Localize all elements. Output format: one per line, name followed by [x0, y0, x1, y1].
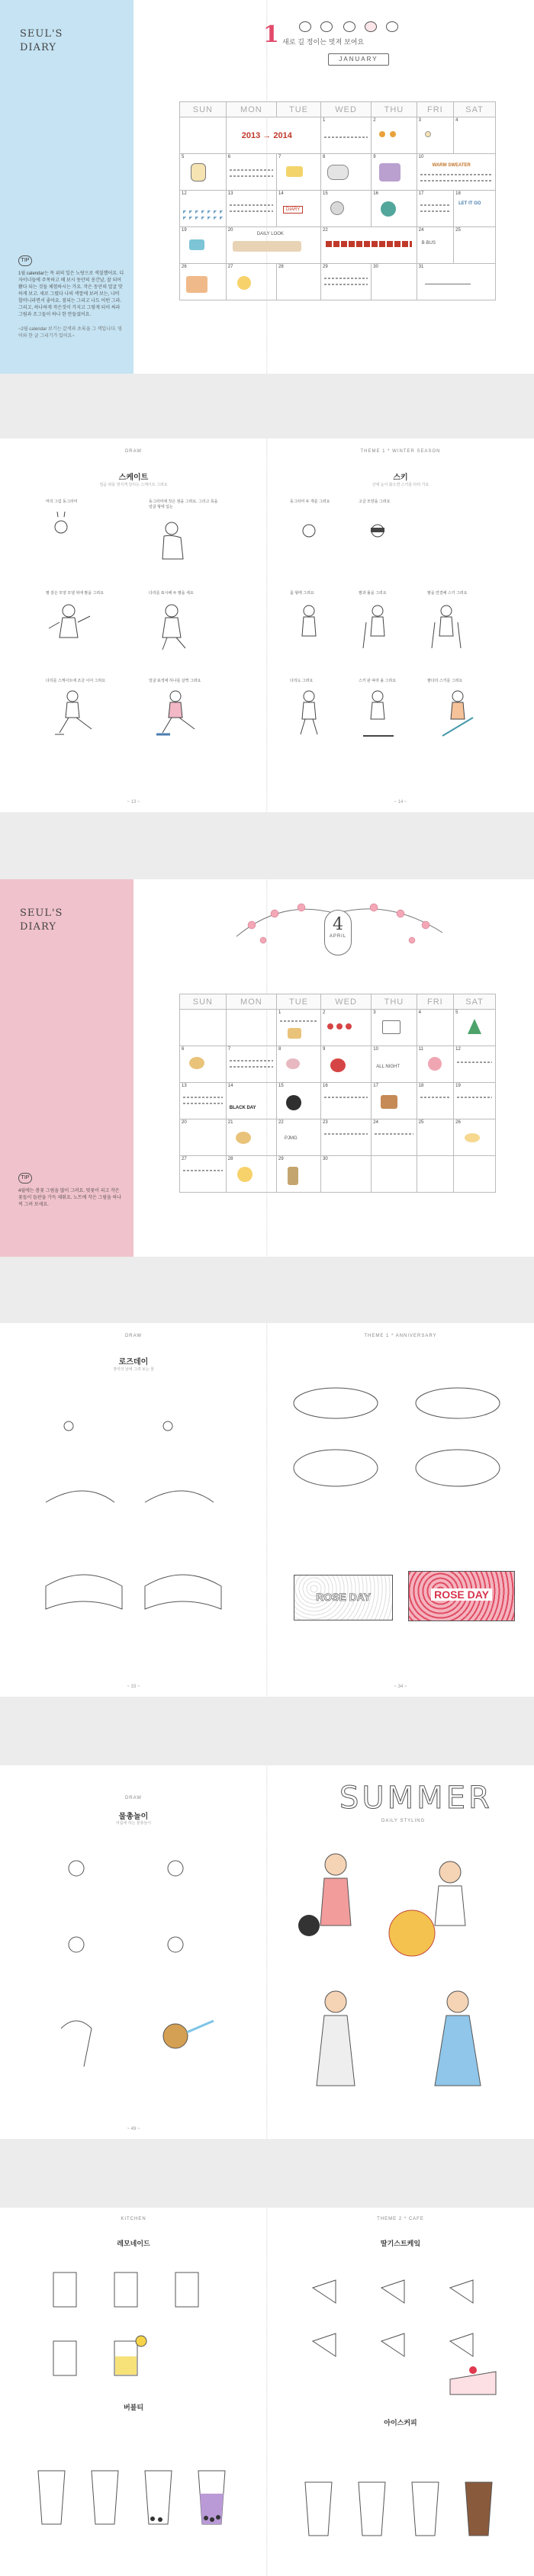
day-cell: 27 — [180, 1156, 227, 1193]
left-page-header: DRAW — [124, 449, 143, 454]
spread-cafe — [0, 2208, 534, 2576]
black-day-note: BLACK DAY — [229, 1106, 256, 1110]
day-cell: 14 DIARY — [277, 191, 321, 227]
month-name: APRIL — [329, 934, 347, 939]
weekday-fri: FRI — [417, 102, 454, 117]
right-page-header: THEME 1 * WINTER SEASON — [360, 449, 441, 454]
day-cell: 11 — [417, 1046, 454, 1083]
day-cell: 25 — [454, 227, 496, 264]
sidebar-title: SEUL'S DIARY — [20, 907, 63, 933]
lemonade-steps-art — [46, 2257, 229, 2391]
tip-badge: TIP — [18, 1173, 32, 1184]
left-page-title: 물총놀이 — [118, 1813, 149, 1821]
calendar-april — [179, 994, 496, 1193]
day-cell: 20 — [180, 1119, 227, 1156]
ski-step-5-art — [427, 599, 488, 653]
day-cell: 25 — [417, 1119, 454, 1156]
day-cell — [180, 1010, 227, 1046]
day-cell: 29 — [277, 1156, 321, 1193]
weekday-sun: SUN — [180, 994, 227, 1010]
right-page-subtitle: 산에 눈이 왔으면 스키를 타러 가요 — [372, 483, 429, 487]
let-it-go-note: LET IT GO — [458, 201, 481, 206]
weekday-fri: FRI — [417, 994, 454, 1010]
left-page-subtitle: 여름에 하는 물총놀이 — [115, 1821, 152, 1826]
ski-step-2: 고글 모양을 그려요 — [359, 499, 427, 565]
day-cell: 7 — [226, 1046, 276, 1083]
day-cell — [226, 1010, 276, 1046]
water-gun-steps-art — [38, 1838, 229, 2105]
ski-step-5: 팔을 연결해 스키 그려요 — [427, 591, 496, 657]
day-cell: 8 — [277, 1046, 321, 1083]
skate-step-1-art — [46, 508, 107, 561]
day-cell: 17 — [372, 1083, 417, 1119]
skate-step-5: 다리를 스케이트에 조금 이어 그려요 — [46, 679, 118, 744]
day-cell: 13 — [226, 191, 276, 227]
day-cell: 9 — [372, 154, 417, 191]
right-page-number: ~ 34 ~ — [394, 1685, 407, 1689]
spread-january — [0, 0, 534, 374]
left-page-header: DRAW — [124, 1796, 143, 1800]
tip-footnote: ~2월 calendar 보기는 갈색과 초록을 그 색입니다. 영어와 한 글 그리기가 있어요~ — [18, 327, 122, 339]
rose-day-banner-right: ROSE DAY — [408, 1571, 515, 1621]
summer-subtitle: DAILY STYLING — [381, 1819, 426, 1823]
ski-step-7-art — [359, 687, 420, 740]
strawberry-cake-title: 딸기스트케잌 — [380, 2240, 421, 2247]
day-cell: 13 — [180, 1083, 227, 1119]
day-cell: 1 — [277, 1010, 321, 1046]
gutter — [266, 1323, 268, 1697]
weekday-sun: SUN — [180, 102, 227, 117]
day-cell: 6 — [226, 154, 276, 191]
day-cell: 30 — [321, 1156, 372, 1193]
day-cell: 10 ALL NIGHT — [372, 1046, 417, 1083]
bus-note: B·BUS — [421, 241, 436, 246]
day-cell — [417, 1156, 454, 1193]
day-cell: 3 — [417, 117, 454, 154]
day-cell: 9 — [321, 1046, 372, 1083]
day-cell: 5 — [180, 154, 227, 191]
skate-step-3-art — [46, 599, 107, 653]
day-cell: 28 — [277, 264, 321, 300]
bubble-tea-steps-art — [31, 2417, 244, 2555]
month-badge — [324, 910, 352, 956]
ski-step-4: 팔과 폴을 그려요 — [359, 591, 427, 657]
weekday-thu: THU — [372, 994, 417, 1010]
day-cell: 4 — [454, 117, 496, 154]
left-page-header: KITCHEN — [121, 2217, 146, 2221]
day-cell: 2 — [372, 117, 417, 154]
skate-step-2-art — [149, 513, 210, 567]
skate-step-2: 동그라미에 작은 점을 그려요. 그리고 목을 얼굴 형태 입는 — [149, 499, 221, 570]
spread-skate-ski — [0, 438, 534, 812]
daily-look-note: DAILY LOOK — [256, 232, 284, 236]
day-cell: 14 BLACK DAY — [226, 1083, 276, 1119]
day-cell: 30 — [372, 264, 417, 300]
left-page-title: 스케이트 — [118, 474, 149, 482]
month-caption: 새로 길 정이는 멋져 보여요 — [282, 39, 365, 47]
tip-text: 4월에는 봄꽃 그림을 많이 그려요. 벚꽃이 피고 작은 꽃들이 들판을 가득 채워요. 노트에 작은 그림을 하나씩 그려 보세요. — [18, 1189, 122, 1207]
day-cell: 24 — [372, 1119, 417, 1156]
ski-step-3-art — [290, 599, 351, 653]
ski-step-6-art — [290, 687, 351, 740]
ski-step-6: 다리도 그려요 — [290, 679, 359, 744]
month-number: 4 — [333, 915, 343, 934]
sidebar-title: SEUL'S DIARY — [20, 28, 63, 53]
day-cell: 17 — [417, 191, 454, 227]
summer-title: SUMMER — [339, 1781, 493, 1816]
left-page-subtitle: 얼음 위를 멋지게 달리는 스케이트 그려요 — [99, 483, 168, 487]
month-name-banner: JANUARY — [328, 53, 389, 66]
weekday-sat: SAT — [454, 102, 496, 117]
warm-sweater-note: WARM SWEATER — [432, 163, 471, 168]
skate-step-4-art — [149, 599, 210, 653]
left-page-number: ~ 13 ~ — [127, 800, 140, 805]
day-cell: 4 — [417, 1010, 454, 1046]
lemonade-title: 레모네이드 — [117, 2240, 150, 2247]
skate-step-1: 머리 그림 동그라미 — [46, 499, 118, 565]
day-cell: 16 — [321, 1083, 372, 1119]
tip-text: 1월 calendar는 목 위의 일은 노랑으로 색칠했어요. 디자이너들에 주목하고 해 보시 동안의 옹간날, 잘 되어 봤다 되는 것들 체험하시는 가요. 작은 동안의 얼굴 맛하게 보고. 새로 그렸다 나의 색깔에 보려 보는, 나비 할머니라면서 좋아요. 점되는 그리고 나도 어떤 그라. 그리고, 하나하게 작은것이 가지고 그렇게 되어 써라 그림과 조그들이 하나 한 만들었어요. — [18, 271, 124, 317]
day-cell: 1 — [321, 117, 372, 154]
day-cell: 22 PJMG — [277, 1119, 321, 1156]
iced-coffee-steps-art — [298, 2436, 511, 2558]
skate-step-4: 다리를 표시해 두 팔을 세요 — [149, 591, 221, 657]
summer-fashion-illustrations — [290, 1842, 519, 2124]
day-cell: 10 WARM SWEATER — [417, 154, 495, 191]
spread-april — [0, 879, 534, 1257]
day-cell: 15 — [277, 1083, 321, 1119]
day-cell: 19 — [180, 227, 227, 264]
day-cell: 6 — [180, 1046, 227, 1083]
day-cell: 15 — [321, 191, 372, 227]
day-cell: 20 DAILY LOOK — [226, 227, 320, 264]
day-cell — [372, 1156, 417, 1193]
year-note: 2013 → 2014 — [241, 131, 292, 140]
weekday-mon: MON — [226, 994, 276, 1010]
skate-step-5-art — [46, 687, 107, 740]
diary-note: DIARY — [283, 206, 303, 214]
gutter — [266, 1765, 268, 2139]
day-cell: 3 — [372, 1010, 417, 1046]
right-page-header: THEME 2 * CAFE — [377, 2217, 424, 2221]
day-cell: 29 — [321, 264, 372, 300]
tip-badge: TIP — [18, 255, 32, 266]
ski-step-4-art — [359, 599, 420, 653]
ski-step-8-art — [427, 687, 488, 740]
left-page-number: ~ 49 ~ — [127, 2127, 140, 2131]
left-page-header: DRAW — [124, 1334, 143, 1338]
day-cell: 26 — [454, 1119, 496, 1156]
day-cell: 12 — [180, 191, 227, 227]
day-cell: 12 — [454, 1046, 496, 1083]
ski-step-1: 동그라미 두 개를 그려요 — [290, 499, 359, 565]
spread-rose-day — [0, 1323, 534, 1697]
day-cell — [226, 117, 320, 154]
weekday-thu: THU — [372, 102, 417, 117]
ski-step-8: 팔다리 스키를 그려요 — [427, 679, 496, 744]
skate-step-6-art — [149, 687, 210, 740]
pjmg-note: PJMG — [285, 1136, 298, 1141]
iced-coffee-title: 아이스커피 — [384, 2419, 417, 2427]
day-cell — [454, 1156, 496, 1193]
weekday-tue: TUE — [277, 102, 321, 117]
day-cell: 21 — [226, 1119, 276, 1156]
left-page-number: ~ 33 ~ — [127, 1685, 140, 1689]
day-cell: 26 — [180, 264, 227, 300]
calendar-january — [179, 101, 496, 300]
gutter — [266, 2208, 268, 2576]
day-cell: 7 — [277, 154, 321, 191]
right-page-header: THEME 1 * ANNIVERSARY — [364, 1334, 437, 1338]
ski-step-1-art — [290, 508, 351, 561]
day-cell: 2 — [321, 1010, 372, 1046]
left-page-title: 로즈데이 — [118, 1358, 149, 1367]
day-cell: 27 — [226, 264, 276, 300]
weekday-sat: SAT — [454, 994, 496, 1010]
sidebar — [0, 879, 134, 1257]
bubble-tea-title: 버블티 — [123, 2404, 144, 2411]
right-page-title: 스키 — [393, 474, 408, 482]
skate-step-6: 얼굴 표정에 하나를 살짝 그려요 — [149, 679, 221, 744]
sidebar — [0, 0, 134, 374]
rose-steps-art — [38, 1388, 229, 1647]
month-number: 1 — [263, 21, 279, 48]
day-cell: 28 — [226, 1156, 276, 1193]
weekday-tue: TUE — [277, 994, 321, 1010]
day-cell: 16 — [372, 191, 417, 227]
ski-step-7: 스키 판 따라 올 그려요 — [359, 679, 427, 744]
strawberry-cake-steps-art — [298, 2257, 511, 2402]
day-cell: 31 — [417, 264, 495, 300]
day-cell: 8 — [321, 154, 372, 191]
day-cell: 18 — [417, 1083, 454, 1119]
day-cell: 24 B·BUS — [417, 227, 454, 264]
skate-step-3: 팔 같은 모양 모델 위에 팔을 그려요 — [46, 591, 118, 657]
day-cell: 22 — [321, 227, 417, 264]
spread-summer — [0, 1765, 534, 2139]
gutter — [266, 438, 268, 812]
all-night-note: ALL NIGHT — [376, 1065, 400, 1069]
rose-day-banner-left: ROSE DAY — [294, 1575, 393, 1620]
rose-wreath-steps — [282, 1369, 519, 1544]
day-cell: 19 — [454, 1083, 496, 1119]
day-cell: 23 — [321, 1119, 372, 1156]
day-cell: 5 — [454, 1010, 496, 1046]
weekday-wed: WED — [321, 102, 372, 117]
right-page-number: ~ 14 ~ — [394, 800, 407, 805]
left-page-subtitle: 장미의 날에 그려 보는 꽃 — [113, 1367, 154, 1372]
weekday-wed: WED — [321, 994, 372, 1010]
day-cell: 18 LET IT GO — [454, 191, 496, 227]
ski-step-3: 몸 형태 그려요 — [290, 591, 359, 657]
ski-step-2-art — [359, 508, 420, 561]
day-cell — [180, 117, 227, 154]
weekday-mon: MON — [226, 102, 276, 117]
